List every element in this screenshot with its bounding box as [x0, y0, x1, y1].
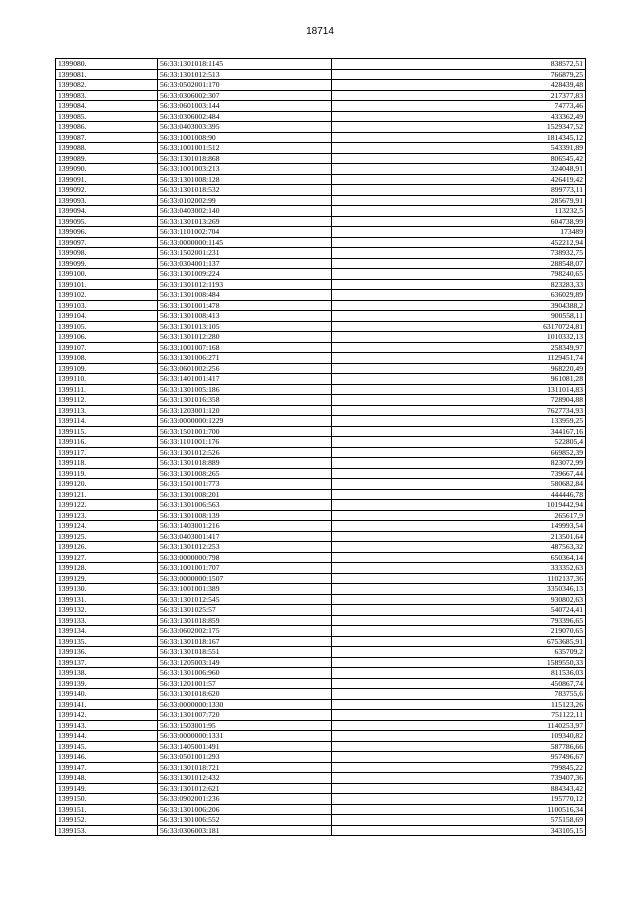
table-row: [56, 489, 586, 500]
cadastral-number-cell: 56:33:1301006:206: [158, 804, 332, 815]
row-number-cell: 1399143.: [56, 720, 158, 731]
row-number-cell: 1399128.: [56, 563, 158, 574]
value-cell: 799845,22: [332, 762, 586, 773]
value-cell: 900558,11: [332, 311, 586, 322]
table-row: [56, 279, 586, 290]
table-row: [56, 804, 586, 815]
cadastral-number-cell: 56:33:1301006:271: [158, 353, 332, 364]
row-number-cell: 1399140.: [56, 689, 158, 700]
value-cell: 113232,5: [332, 206, 586, 217]
value-cell: 3350346,13: [332, 584, 586, 595]
row-number-cell: 1399096.: [56, 227, 158, 238]
value-cell: 522805,4: [332, 437, 586, 448]
table-row: [56, 195, 586, 206]
value-cell: 1529347,52: [332, 122, 586, 133]
table-row: [56, 111, 586, 122]
value-cell: 899773,11: [332, 185, 586, 196]
row-number-cell: 1399101.: [56, 279, 158, 290]
value-cell: 288548,07: [332, 258, 586, 269]
cadastral-number-cell: 56:33:1301012:432: [158, 773, 332, 784]
table-row: [56, 699, 586, 710]
row-number-cell: 1399136.: [56, 647, 158, 658]
table-row: [56, 815, 586, 826]
cadastral-number-cell: 56:33:1301018:859: [158, 615, 332, 626]
table-row: [56, 447, 586, 458]
value-cell: 149993,54: [332, 521, 586, 532]
table-row: [56, 762, 586, 773]
value-cell: 793396,65: [332, 615, 586, 626]
value-cell: 884343,42: [332, 783, 586, 794]
cadastral-number-cell: 56:33:1301006:552: [158, 815, 332, 826]
cadastral-number-cell: 56:33:1301008:413: [158, 311, 332, 322]
row-number-cell: 1399086.: [56, 122, 158, 133]
cadastral-number-cell: 56:33:1301005:186: [158, 384, 332, 395]
table-row: [56, 374, 586, 385]
row-number-cell: 1399107.: [56, 342, 158, 353]
table-row: [56, 531, 586, 542]
page-number: 18714: [306, 26, 334, 37]
table-row: [56, 185, 586, 196]
value-cell: 173489: [332, 227, 586, 238]
table-row: [56, 521, 586, 532]
value-cell: 258349,97: [332, 342, 586, 353]
table-row: [56, 626, 586, 637]
cadastral-number-cell: 56:33:0000000:1331: [158, 731, 332, 742]
cadastral-number-cell: 56:33:0601002:256: [158, 363, 332, 374]
value-cell: 636029,89: [332, 290, 586, 301]
row-number-cell: 1399098.: [56, 248, 158, 259]
row-number-cell: 1399119.: [56, 468, 158, 479]
value-cell: 1814345,12: [332, 132, 586, 143]
row-number-cell: 1399088.: [56, 143, 158, 154]
value-cell: 739407,36: [332, 773, 586, 784]
value-cell: 219070,65: [332, 626, 586, 637]
cadastral-number-cell: 56:33:1301001:478: [158, 300, 332, 311]
value-cell: 343105,15: [332, 825, 586, 836]
value-cell: 133959,25: [332, 416, 586, 427]
value-cell: 3904388,2: [332, 300, 586, 311]
table-row: [56, 311, 586, 322]
table-row: [56, 500, 586, 511]
value-cell: 285679,91: [332, 195, 586, 206]
table-row: [56, 720, 586, 731]
value-cell: 1589550,33: [332, 657, 586, 668]
cadastral-number-cell: 56:33:1301012:621: [158, 783, 332, 794]
row-number-cell: 1399113.: [56, 405, 158, 416]
row-number-cell: 1399090.: [56, 164, 158, 175]
cadastral-number-cell: 56:33:0403002:140: [158, 206, 332, 217]
row-number-cell: 1399141.: [56, 699, 158, 710]
table-row: [56, 342, 586, 353]
row-number-cell: 1399094.: [56, 206, 158, 217]
value-cell: 452212,94: [332, 237, 586, 248]
value-cell: 428439,48: [332, 80, 586, 91]
value-cell: 115123,26: [332, 699, 586, 710]
row-number-cell: 1399080.: [56, 59, 158, 70]
table-row: [56, 563, 586, 574]
value-cell: 74773,46: [332, 101, 586, 112]
table-row: [56, 80, 586, 91]
value-cell: 580682,84: [332, 479, 586, 490]
cadastral-number-cell: 56:33:1001001:512: [158, 143, 332, 154]
cadastral-number-cell: 56:33:1501001:773: [158, 479, 332, 490]
table-row: [56, 227, 586, 238]
table-row: [56, 783, 586, 794]
table-row: [56, 69, 586, 80]
row-number-cell: 1399089.: [56, 153, 158, 164]
value-cell: 766879,25: [332, 69, 586, 80]
value-cell: 324048,91: [332, 164, 586, 175]
row-number-cell: 1399095.: [56, 216, 158, 227]
cadastral-number-cell: 56:33:1301012:513: [158, 69, 332, 80]
row-number-cell: 1399087.: [56, 132, 158, 143]
row-number-cell: 1399122.: [56, 500, 158, 511]
cadastral-number-cell: 56:33:1301012:1193: [158, 279, 332, 290]
row-number-cell: 1399148.: [56, 773, 158, 784]
table-row: [56, 636, 586, 647]
row-number-cell: 1399084.: [56, 101, 158, 112]
row-number-cell: 1399137.: [56, 657, 158, 668]
row-number-cell: 1399131.: [56, 594, 158, 605]
value-cell: 1019442,94: [332, 500, 586, 511]
value-cell: 540724,41: [332, 605, 586, 616]
table-row: [56, 794, 586, 805]
cadastral-number-cell: 56:33:1301007:720: [158, 710, 332, 721]
row-number-cell: 1399097.: [56, 237, 158, 248]
table-row: [56, 269, 586, 280]
value-cell: 604738,99: [332, 216, 586, 227]
table-row: [56, 741, 586, 752]
value-cell: 957496,67: [332, 752, 586, 763]
row-number-cell: 1399109.: [56, 363, 158, 374]
value-cell: 109340,82: [332, 731, 586, 742]
row-number-cell: 1399103.: [56, 300, 158, 311]
cadastral-number-cell: 56:33:0000000:798: [158, 552, 332, 563]
value-cell: 798240,65: [332, 269, 586, 280]
cadastral-number-cell: 56:33:1301012:280: [158, 332, 332, 343]
cadastral-number-cell: 56:33:0601003:144: [158, 101, 332, 112]
row-number-cell: 1399112.: [56, 395, 158, 406]
table-row: [56, 174, 586, 185]
table-row: [56, 164, 586, 175]
row-number-cell: 1399124.: [56, 521, 158, 532]
cadastral-number-cell: 56:33:0602002:175: [158, 626, 332, 637]
value-cell: 1129451,74: [332, 353, 586, 364]
cadastral-number-cell: 56:33:1301018:551: [158, 647, 332, 658]
table-row: [56, 647, 586, 658]
value-cell: 543391,89: [332, 143, 586, 154]
row-number-cell: 1399085.: [56, 111, 158, 122]
value-cell: 650364,14: [332, 552, 586, 563]
row-number-cell: 1399149.: [56, 783, 158, 794]
row-number-cell: 1399133.: [56, 615, 158, 626]
row-number-cell: 1399144.: [56, 731, 158, 742]
value-cell: 728904,88: [332, 395, 586, 406]
cadastral-number-cell: 56:33:1101002:704: [158, 227, 332, 238]
value-cell: 426419,42: [332, 174, 586, 185]
cadastral-number-cell: 56:33:1502001:231: [158, 248, 332, 259]
table-row: [56, 752, 586, 763]
table-row: [56, 143, 586, 154]
value-cell: 1102137,36: [332, 573, 586, 584]
cadastral-number-cell: 56:33:1301008:484: [158, 290, 332, 301]
table-row: [56, 237, 586, 248]
table-row: [56, 710, 586, 721]
table-row: [56, 353, 586, 364]
row-number-cell: 1399127.: [56, 552, 158, 563]
table-row: [56, 825, 586, 836]
table-row: [56, 605, 586, 616]
cadastral-number-cell: 56:33:0502001:170: [158, 80, 332, 91]
cadastral-number-cell: 56:33:0304001:137: [158, 258, 332, 269]
value-cell: 823283,33: [332, 279, 586, 290]
cadastral-number-cell: 56:33:1301008:139: [158, 510, 332, 521]
row-number-cell: 1399117.: [56, 447, 158, 458]
value-cell: 1311014,83: [332, 384, 586, 395]
cadastral-number-cell: 56:33:0000000:1229: [158, 416, 332, 427]
value-cell: 669852,39: [332, 447, 586, 458]
row-number-cell: 1399152.: [56, 815, 158, 826]
cadastral-number-cell: 56:33:1301008:265: [158, 468, 332, 479]
value-cell: 823072,99: [332, 458, 586, 469]
table-row: [56, 122, 586, 133]
cadastral-number-cell: 56:33:1001007:168: [158, 342, 332, 353]
value-cell: 751122,11: [332, 710, 586, 721]
row-number-cell: 1399118.: [56, 458, 158, 469]
value-cell: 961081,28: [332, 374, 586, 385]
cadastral-number-cell: 56:33:1001003:213: [158, 164, 332, 175]
row-number-cell: 1399093.: [56, 195, 158, 206]
row-number-cell: 1399083.: [56, 90, 158, 101]
value-cell: 444446,78: [332, 489, 586, 500]
row-number-cell: 1399082.: [56, 80, 158, 91]
table-row: [56, 248, 586, 259]
cadastral-number-cell: 56:33:1301018:620: [158, 689, 332, 700]
table-row: [56, 479, 586, 490]
value-cell: 63170724,81: [332, 321, 586, 332]
cadastral-number-cell: 56:33:1205003:149: [158, 657, 332, 668]
value-cell: 968220,49: [332, 363, 586, 374]
table-row: [56, 395, 586, 406]
registry-table: [55, 58, 586, 836]
row-number-cell: 1399115.: [56, 426, 158, 437]
row-number-cell: 1399099.: [56, 258, 158, 269]
cadastral-number-cell: 56:33:0403001:417: [158, 531, 332, 542]
value-cell: 7627734,93: [332, 405, 586, 416]
row-number-cell: 1399138.: [56, 668, 158, 679]
table-row: [56, 59, 586, 70]
table-row: [56, 101, 586, 112]
table-row: [56, 405, 586, 416]
cadastral-number-cell: 56:33:0403003:395: [158, 122, 332, 133]
value-cell: 1010332,13: [332, 332, 586, 343]
table-row: [56, 258, 586, 269]
row-number-cell: 1399121.: [56, 489, 158, 500]
value-cell: 6753685,91: [332, 636, 586, 647]
value-cell: 213501,64: [332, 531, 586, 542]
value-cell: 930802,63: [332, 594, 586, 605]
cadastral-number-cell: 56:33:1503001:95: [158, 720, 332, 731]
value-cell: 739667,44: [332, 468, 586, 479]
value-cell: 806545,42: [332, 153, 586, 164]
row-number-cell: 1399151.: [56, 804, 158, 815]
cadastral-number-cell: 56:33:1301013:269: [158, 216, 332, 227]
cadastral-number-cell: 56:33:1301018:167: [158, 636, 332, 647]
table-row: [56, 468, 586, 479]
cadastral-number-cell: 56:33:1201001:57: [158, 678, 332, 689]
value-cell: 217377,83: [332, 90, 586, 101]
cadastral-number-cell: 56:33:1301009:224: [158, 269, 332, 280]
value-cell: 587786,66: [332, 741, 586, 752]
cadastral-number-cell: 56:33:1301012:253: [158, 542, 332, 553]
cadastral-number-cell: 56:33:1301018:868: [158, 153, 332, 164]
cadastral-number-cell: 56:33:0306003:181: [158, 825, 332, 836]
table-row: [56, 458, 586, 469]
cadastral-number-cell: 56:33:1203001:120: [158, 405, 332, 416]
cadastral-number-cell: 56:33:1301025:57: [158, 605, 332, 616]
cadastral-number-cell: 56:33:1301018:889: [158, 458, 332, 469]
cadastral-number-cell: 56:33:1301008:128: [158, 174, 332, 185]
table-row: [56, 542, 586, 553]
value-cell: 738932,75: [332, 248, 586, 259]
table-row: [56, 573, 586, 584]
value-cell: 433362,49: [332, 111, 586, 122]
value-cell: 783755,6: [332, 689, 586, 700]
row-number-cell: 1399145.: [56, 741, 158, 752]
cadastral-number-cell: 56:33:1301018:1145: [158, 59, 332, 70]
table-row: [56, 321, 586, 332]
row-number-cell: 1399142.: [56, 710, 158, 721]
row-number-cell: 1399153.: [56, 825, 158, 836]
value-cell: 1100516,34: [332, 804, 586, 815]
value-cell: 333352,63: [332, 563, 586, 574]
value-cell: 838572,51: [332, 59, 586, 70]
table-row: [56, 216, 586, 227]
cadastral-number-cell: 56:33:1101001:176: [158, 437, 332, 448]
cadastral-number-cell: 56:33:1301013:105: [158, 321, 332, 332]
row-number-cell: 1399116.: [56, 437, 158, 448]
table-row: [56, 132, 586, 143]
cadastral-number-cell: 56:33:1001001:707: [158, 563, 332, 574]
table-row: [56, 773, 586, 784]
cadastral-number-cell: 56:33:0000000:1330: [158, 699, 332, 710]
cadastral-number-cell: 56:33:1301018:532: [158, 185, 332, 196]
row-number-cell: 1399111.: [56, 384, 158, 395]
cadastral-number-cell: 56:33:1301012:526: [158, 447, 332, 458]
cadastral-number-cell: 56:33:0306002:307: [158, 90, 332, 101]
value-cell: 575158,69: [332, 815, 586, 826]
value-cell: 344167,16: [332, 426, 586, 437]
cadastral-number-cell: 56:33:1301016:358: [158, 395, 332, 406]
table-row: [56, 594, 586, 605]
table-row: [56, 206, 586, 217]
cadastral-number-cell: 56:33:0000000:1507: [158, 573, 332, 584]
row-number-cell: 1399102.: [56, 290, 158, 301]
row-number-cell: 1399081.: [56, 69, 158, 80]
row-number-cell: 1399123.: [56, 510, 158, 521]
cadastral-number-cell: 56:33:1001008:90: [158, 132, 332, 143]
cadastral-number-cell: 56:33:1301012:545: [158, 594, 332, 605]
table-row: [56, 384, 586, 395]
row-number-cell: 1399150.: [56, 794, 158, 805]
row-number-cell: 1399126.: [56, 542, 158, 553]
value-cell: 195770,12: [332, 794, 586, 805]
cadastral-number-cell: 56:33:1301008:201: [158, 489, 332, 500]
cadastral-number-cell: 56:33:0000000:1145: [158, 237, 332, 248]
row-number-cell: 1399108.: [56, 353, 158, 364]
cadastral-number-cell: 56:33:0102002:99: [158, 195, 332, 206]
value-cell: 635709,2: [332, 647, 586, 658]
row-number-cell: 1399110.: [56, 374, 158, 385]
cadastral-number-cell: 56:33:1401001:417: [158, 374, 332, 385]
table-row: [56, 678, 586, 689]
cadastral-number-cell: 56:33:1301006:563: [158, 500, 332, 511]
row-number-cell: 1399106.: [56, 332, 158, 343]
row-number-cell: 1399129.: [56, 573, 158, 584]
row-number-cell: 1399100.: [56, 269, 158, 280]
table-row: [56, 657, 586, 668]
cadastral-number-cell: 56:33:1501001:700: [158, 426, 332, 437]
table-row: [56, 615, 586, 626]
cadastral-number-cell: 56:33:1403001:216: [158, 521, 332, 532]
value-cell: 265617,9: [332, 510, 586, 521]
cadastral-number-cell: 56:33:0501001:293: [158, 752, 332, 763]
cadastral-number-cell: 56:33:1405001:491: [158, 741, 332, 752]
cadastral-number-cell: 56:33:1301018:721: [158, 762, 332, 773]
table-row: [56, 668, 586, 679]
table-row: [56, 426, 586, 437]
row-number-cell: 1399120.: [56, 479, 158, 490]
row-number-cell: 1399125.: [56, 531, 158, 542]
table-row: [56, 510, 586, 521]
value-cell: 1140253,97: [332, 720, 586, 731]
table-row: [56, 332, 586, 343]
row-number-cell: 1399135.: [56, 636, 158, 647]
table-row: [56, 363, 586, 374]
table-row: [56, 416, 586, 427]
table-row: [56, 584, 586, 595]
table-row: [56, 90, 586, 101]
row-number-cell: 1399091.: [56, 174, 158, 185]
row-number-cell: 1399139.: [56, 678, 158, 689]
table-row: [56, 300, 586, 311]
cadastral-number-cell: 56:33:1001001:389: [158, 584, 332, 595]
table-row: [56, 689, 586, 700]
row-number-cell: 1399146.: [56, 752, 158, 763]
table-row: [56, 552, 586, 563]
table-row: [56, 153, 586, 164]
table-row: [56, 731, 586, 742]
value-cell: 811536,03: [332, 668, 586, 679]
cadastral-number-cell: 56:33:0902001:236: [158, 794, 332, 805]
row-number-cell: 1399132.: [56, 605, 158, 616]
value-cell: 450867,74: [332, 678, 586, 689]
row-number-cell: 1399104.: [56, 311, 158, 322]
cadastral-number-cell: 56:33:0306002:484: [158, 111, 332, 122]
table-row: [56, 290, 586, 301]
row-number-cell: 1399105.: [56, 321, 158, 332]
row-number-cell: 1399147.: [56, 762, 158, 773]
row-number-cell: 1399130.: [56, 584, 158, 595]
table-row: [56, 437, 586, 448]
row-number-cell: 1399092.: [56, 185, 158, 196]
row-number-cell: 1399134.: [56, 626, 158, 637]
registry-table-body: [56, 59, 586, 836]
value-cell: 487563,32: [332, 542, 586, 553]
row-number-cell: 1399114.: [56, 416, 158, 427]
cadastral-number-cell: 56:33:1301006:960: [158, 668, 332, 679]
